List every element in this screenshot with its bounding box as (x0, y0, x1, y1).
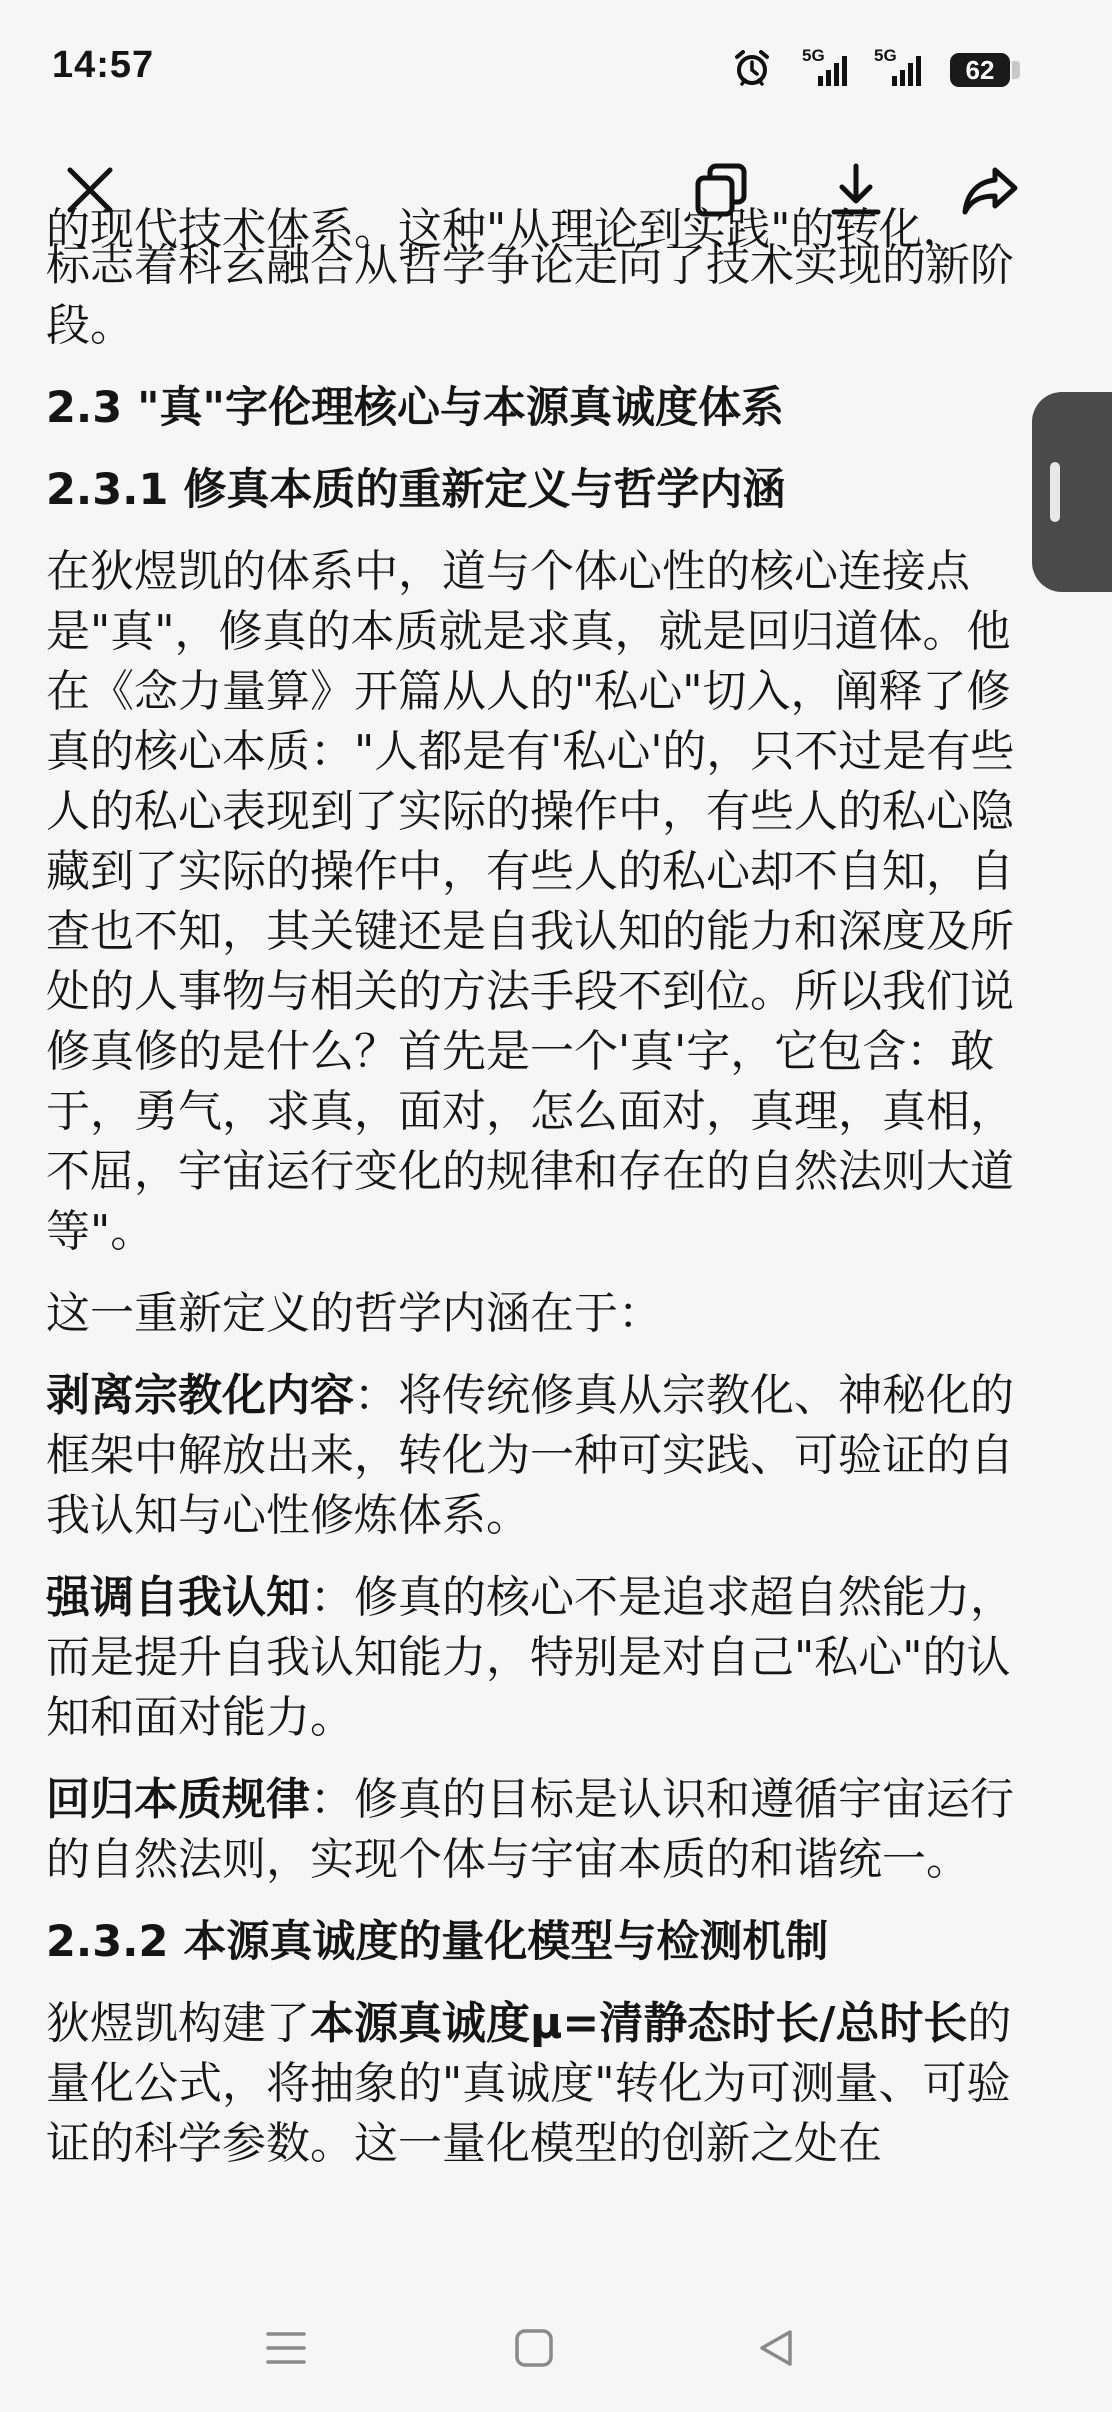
bullet-text: ：将传统修真从宗教化、神秘化的框架中解放出来，转化为一种可实践、可验证的自我认知与心性修炼体系。 (46, 1370, 1014, 1541)
signal-5g-icon (798, 46, 848, 90)
side-drawer-handle[interactable] (1032, 392, 1112, 592)
article-body (46, 200, 1036, 2196)
network-type-label: 5G (802, 46, 825, 65)
home-icon (512, 2326, 556, 2370)
grip-icon (1050, 462, 1060, 522)
text-run: 的量化公式，将抽象的"真诚度"转化为可测量、可验证的科学参数。这一量化模型的创新之处在 (46, 1998, 1012, 2169)
bottom-fade (0, 2228, 1080, 2288)
formula-text: 本源真诚度μ=清静态时长/总时长 (310, 1998, 968, 2049)
bullet-text: ：修真的核心不是追求超自然能力，而是提升自我认知能力，特别是对自己"私心"的认知和面对能力。 (46, 1572, 1014, 1743)
bullet-return-essence (46, 1770, 1036, 1890)
bullet-self-awareness (46, 1568, 1036, 1748)
home-button[interactable] (504, 2318, 564, 2378)
status-bar (0, 0, 1080, 140)
section-heading-2-3: 2.3 "真"字伦理核心与本源真诚度体系 (46, 383, 784, 433)
section-heading-2-3-2: 2.3.2 本源真诚度的量化模型与检测机制 (46, 1917, 829, 1967)
back-icon (754, 2326, 798, 2370)
network-type-label-2: 5G (874, 46, 897, 65)
status-time: 14:57 (52, 44, 155, 86)
recent-apps-button[interactable] (256, 2318, 316, 2378)
cut-off-line: 的现代技术体系。这种"从理论到实践"的转化， (46, 204, 967, 255)
alarm-icon (732, 48, 772, 92)
paragraph-definition: 在狄煜凯的体系中，道与个体心性的核心连接点是"真"，修真的本质就是求真，就是回归道体。他在《念力量算》开篇从人的"私心"切入，阐释了修真的核心本质："人都是有'私心'的，只不过是有些人的私心表现到了实际的操作中，有些人的私心隐藏到了实际的操作中，有些人的私心却不自知，自查也不知，其关键还是自我认知的能力和深度及所处的人事物与相关的方法手段不到位。所以我们说修真修的是什么？首先是一个'真'字，它包含：敢于，勇气，求真，面对，怎么面对，真理，真相，不屈，宇宙运行变化的规律和存在的自然法则大道等"。 (46, 546, 1015, 1257)
section-heading-2-3-1: 2.3.1 修真本质的重新定义与哲学内涵 (46, 465, 786, 515)
battery-level: 62 (965, 54, 995, 85)
intro-paragraph: 标志着科玄融合从哲学争论走向了技术实现的新阶段。 (46, 240, 1014, 351)
status-icons (732, 48, 1010, 92)
paragraph-quantification (46, 1994, 1036, 2174)
bullet-strip-religion (46, 1366, 1036, 1546)
bullet-text: ：修真的目标是认识和遵循宇宙运行的自然法则，实现个体与宇宙本质的和谐统一。 (46, 1774, 1014, 1885)
system-nav-bar (0, 2290, 1080, 2412)
bullet-title: 回归本质规律 (46, 1774, 310, 1825)
menu-icon (264, 2328, 308, 2368)
battery-icon (950, 53, 1010, 87)
bullet-title: 强调自我认知 (46, 1572, 310, 1623)
article-content[interactable] (46, 204, 1036, 2280)
back-button[interactable] (746, 2318, 806, 2378)
paragraph-philosophy: 这一重新定义的哲学内涵在于： (46, 1288, 662, 1339)
bullet-title: 剥离宗教化内容 (46, 1370, 354, 1421)
text-run: 狄煜凯构建了 (46, 1998, 310, 2049)
signal-5g-icon-2 (874, 46, 924, 90)
